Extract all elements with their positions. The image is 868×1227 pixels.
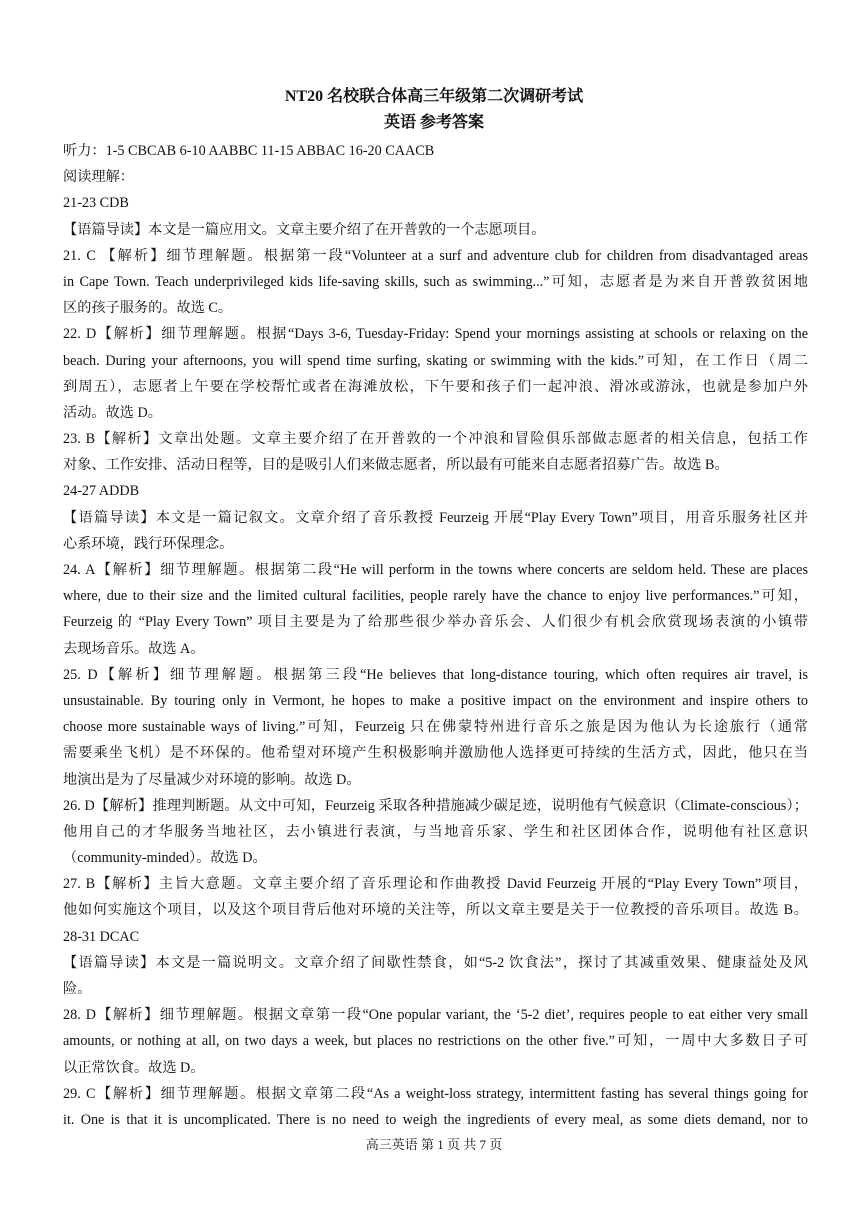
text-line: 21. C 【解析】细节理解题。根据第一段“Volunteer at a surf and adventure club for children from disadvantaged areas	[63, 247, 808, 264]
text-line: 他如何实施这个项目，以及这个项目背后他对环境的关注等，所以文章主要是关于一位教授的音乐项目。故选 B。	[63, 902, 808, 919]
page-footer: 高三英语 第 1 页 共 7 页	[365, 1137, 503, 1152]
text-line: 28. D【解析】细节理解题。根据文章第一段“One popular variant, the ‘5-2 diet’, requires people to eat either very small	[63, 1007, 808, 1024]
document-title: NT20 名校联合体高三年级第二次调研考试	[284, 88, 584, 105]
document-body	[63, 138, 808, 1133]
text-line: 去现场音乐。故选 A。	[63, 640, 205, 657]
text-line: choose more sustainable ways of living.”可知，Feurzeig 只在佛蒙特州进行音乐之旅是因为他认为长途旅行（通常	[63, 719, 808, 736]
text-line: 22. D【解析】细节理解题。根据“Days 3-6, Tuesday-Friday: Spend your mornings assisting at schools or relaxing on the	[63, 326, 808, 343]
text-line: 【语篇导读】本文是一篇说明文。文章介绍了间歇性禁食，如“5-2 饮食法”，探讨了其减重效果、健康益处及风	[63, 954, 808, 971]
text-line: 需要乘坐飞机）是不环保的。他希望对环境产生积极影响并激励他人选择更可持续的生活方式，因此，他只在当	[63, 745, 808, 762]
text-line: 听力：1-5 CBCAB 6-10 AABBC 11-15 ABBAC 16-20 CAACB	[63, 143, 435, 159]
text-line: beach. During your afternoons, you will spend time surfing, skating or swimming with the kids.”可知，在工作日（周二	[63, 352, 808, 369]
text-line: 地演出是为了尽量减少对环境的影响。故选 D。	[63, 771, 361, 788]
text-line: 25. D【解析】细节理解题。根据第三段“He believes that long-distance touring, which often requires air travel, is	[63, 666, 808, 683]
text-line: 到周五），志愿者上午要在学校帮忙或者在海滩放松，下午要和孩子们一起冲浪、滑冰或游泳，也就是参加户外	[63, 378, 808, 395]
text-line: 23. B【解析】文章出处题。文章主要介绍了在开普敦的一个冲浪和冒险俱乐部做志愿者的相关信息，包括工作	[63, 431, 808, 448]
text-line: 区的孩子服务的。故选 C。	[63, 300, 233, 317]
text-line: 27. B【解析】主旨大意题。文章主要介绍了音乐理论和作曲教授 David Feurzeig 开展的“Play Every Town”项目，	[63, 876, 808, 893]
text-line: 阅读理解：	[63, 169, 134, 186]
text-line: 28-31 DCAC	[63, 928, 140, 945]
text-line: 21-23 CDB	[63, 195, 129, 212]
text-line: 对象、工作安排、活动日程等，目的是吸引人们来做志愿者，所以最有可能来自志愿者招募广告。故选 B。	[63, 457, 729, 474]
document-subtitle: 英语 参考答案	[383, 114, 484, 131]
text-line: 心系环境，践行环保理念。	[63, 535, 234, 552]
text-line: 29. C【解析】细节理解题。根据文章第二段“As a weight-loss strategy, intermittent fasting has several things going for	[63, 1085, 808, 1102]
text-line: 24-27 ADDB	[63, 483, 140, 500]
text-line: 以正常饮食。故选 D。	[63, 1059, 205, 1076]
text-line: 他用自己的才华服务当地社区，去小镇进行表演，与当地音乐家、学生和社区团体合作，说明他有社区意识	[63, 823, 808, 840]
text-line: 26. D【解析】推理判断题。从文中可知，Feurzeig 采取各种措施减少碳足迹，说明他有气候意识（Climate-conscious）；	[63, 797, 808, 814]
text-line: amounts, or nothing at all, on two days a week, but places no restrictions on the other five.”可知，一周中大多数日子可	[63, 1033, 808, 1050]
text-line: unsustainable. By touring only in Vermont, he hopes to make a positive impact on the environment and inspire others to	[63, 692, 808, 709]
text-line: in Cape Town. Teach underprivileged kids life-saving skills, such as swimming...”可知，志愿者是为来自开普敦贫困地	[63, 273, 808, 290]
text-line: （community-minded）。故选 D。	[63, 850, 267, 867]
text-line: 【语篇导读】本文是一篇应用文。文章主要介绍了在开普敦的一个志愿项目。	[63, 221, 546, 238]
text-line: 险。	[63, 981, 92, 997]
text-line: where, due to their size and the limited cultural facilities, people rarely have the chance to enjoy live performances.”可知，	[63, 588, 808, 605]
text-line: 24. A【解析】细节理解题。根据第二段“He will perform in the towns where concerts are seldom held. These are places	[63, 562, 808, 578]
text-line: it. One is that it is uncomplicated. There is no need to weigh the ingredients of every meal, as some diets demand, nor to	[63, 1111, 808, 1128]
text-line: 【语篇导读】本文是一篇记叙文。文章介绍了音乐教授 Feurzeig 开展“Play Every Town”项目，用音乐服务社区并	[63, 509, 808, 526]
text-line: Feurzeig 的 “Play Every Town” 项目主要是为了给那些很少举办音乐会、人们很少有机会欣赏现场表演的小镇带	[63, 614, 808, 631]
text-line: 活动。故选 D。	[63, 404, 162, 421]
